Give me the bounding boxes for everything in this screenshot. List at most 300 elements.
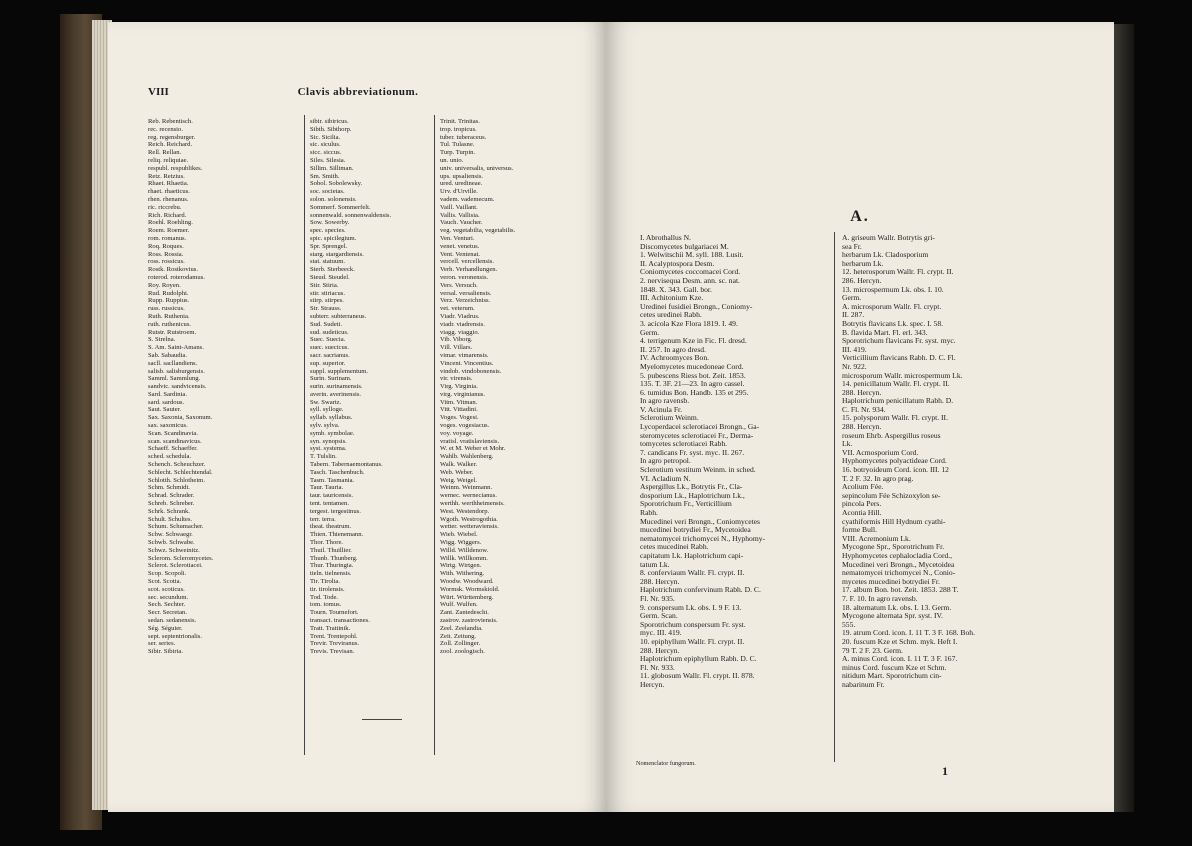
abbreviation-entry: theat. theatrum. [310, 523, 352, 531]
abbreviation-entry: Wgoth. Westrogothia. [440, 515, 498, 523]
taxon-entry: III. 419. [842, 344, 867, 354]
taxon-entry: III. Achitonium Kze. [640, 293, 704, 303]
abbreviation-entry: Tourn. Tournefort. [310, 609, 359, 617]
taxon-entry: forme Bull. [842, 525, 878, 535]
abbreviation-entry: Samml. Sammlung. [148, 375, 201, 383]
abbreviation-entry: Viadr. Viadrus. [440, 312, 480, 320]
abbreviation-entry: Ruth. Ruthenia. [148, 312, 190, 320]
taxon-entry: B. flavida Mart. Fl. erl. 343. [842, 327, 928, 337]
abbreviation-entry: Virg. Virginia. [440, 383, 478, 391]
taxon-entry: 17. album Bon. bot. Zeit. 1853. 288 T. [842, 585, 959, 595]
abbreviation-entry: Taur. Tauria. [310, 484, 344, 492]
taxon-entry: VII. Acmosporium Cord. [842, 447, 919, 457]
taxon-entry: IV. Achroomyces Bon. [640, 353, 710, 363]
taxon-entry: 14. penicillatum Wallr. Fl. crypt. II. [842, 379, 950, 389]
abbreviation-entry: Vallis. Vallisia. [440, 211, 480, 219]
abbreviation-entry: Suec. Suecia. [310, 336, 346, 344]
abbreviation-entry: averin. averinensis. [310, 390, 362, 398]
taxon-entry: 4. terrigenum Kze in Fic. Fl. dresd. [640, 336, 747, 346]
section-letter: A. [850, 208, 870, 225]
abbreviation-entry: surin. surinamensis. [310, 383, 363, 391]
abbreviation-entry: Schlecht. Schlechtendal. [148, 468, 213, 476]
abbreviation-entry: sacll. sacllandiens. [148, 359, 198, 367]
abbreviation-entry: wetter. wetteraviensis. [440, 523, 499, 531]
abbreviation-column-3 [440, 118, 570, 656]
abbreviation-entry: zastrov. zastroviensis. [440, 617, 498, 624]
abbreviation-entry: rec. recensio. [148, 125, 183, 133]
abbreviation-entry: Tod. Tode. [310, 593, 339, 601]
abbreviation-entry: sard. sardous. [148, 398, 185, 406]
abbreviation-entry: sicc. siccus. [310, 149, 342, 157]
taxon-entry: Acontia Hill. [842, 508, 882, 517]
abbreviation-entry: venet. venetus. [440, 242, 480, 250]
abbreviation-entry: Roq. Roques. [148, 242, 184, 250]
taxon-entry: Fl. Nr. 933. [640, 662, 675, 672]
abbreviation-entry: sud. sudeticus. [310, 328, 349, 336]
abbreviation-entry: ser. series. [148, 640, 176, 648]
abbreviation-entry: Ség. Séguier. [148, 624, 183, 632]
abbreviation-entry: Schult. Schultes. [148, 515, 193, 523]
abbreviation-entry: Tasm. Tasmania. [310, 476, 355, 484]
page-number: VIII [148, 86, 169, 98]
taxon-entry: 8. conferviaum Wallr. Fl. crypt. II. [640, 568, 745, 578]
abbreviation-entry: versal. versaliensis. [440, 289, 492, 297]
abbreviation-entry: ups. upsaliensis. [440, 172, 484, 180]
abbreviation-entry: viadr. viadrensis. [440, 320, 485, 328]
taxon-entry: pincola Pers. [842, 499, 882, 509]
taxon-entry: Verticillium flavicans Rabh. D. C. Fl. [842, 353, 956, 363]
abbreviation-entry: Rich. Richard. [148, 211, 187, 219]
abbreviation-entry: taur. tauricensis. [310, 492, 354, 500]
abbreviation-entry: tom. tomus. [310, 601, 342, 609]
taxon-entry: Acolium Fée. [842, 482, 884, 492]
abbreviation-entry: veron. veronensis. [440, 273, 489, 281]
abbreviation-entry: tent. tentamen. [310, 500, 349, 508]
abbreviation-entry: starg. stargardiensis. [310, 250, 364, 258]
abbreviation-entry: un. unio. [440, 156, 464, 164]
abbreviation-entry: Vent. Ventenat. [440, 250, 480, 258]
page-title: Clavis abbreviationum. [297, 86, 419, 98]
abbreviation-entry: Schreb. Schreber. [148, 500, 195, 508]
abbreviation-entry: subterr. subterraneus. [310, 312, 367, 320]
taxon-entry: Mucedinei veri Brongn., Coniomycetes [640, 516, 760, 526]
taxon-entry: nitidum Mart. Sporotrichum cin- [842, 671, 942, 681]
abbreviation-entry: Zeel. Zeelandia. [440, 624, 483, 632]
abbreviation-entry: Wormsk. Wormskiold. [440, 585, 500, 593]
taxon-entry: II. 287. [842, 310, 865, 320]
taxon-entry: tatum Lk. [640, 559, 670, 569]
abbreviation-entry: ruth. ruthenicus. [148, 320, 192, 328]
abbreviation-entry: Schrad. Schrader. [148, 492, 195, 500]
abbreviation-entry: syllab. syllabus. [310, 414, 353, 422]
abbreviation-entry: rhen. rhenanus. [148, 195, 189, 203]
abbreviation-entry: Wahlb. Wahlenberg. [440, 453, 494, 461]
taxon-entry: Coniomycetes coccomacei Cord. [640, 267, 741, 277]
taxon-entry: 15. polysporum Wallr. Fl. crypt. II. [842, 413, 948, 423]
abbreviation-entry: Stir. Stiria. [310, 281, 339, 289]
abbreviation-entry: Thien. Thienemann. [310, 531, 364, 539]
abbreviation-entry: Schw. Schwaegr. [148, 531, 193, 539]
abbreviation-entry: Willd. Willdenow. [440, 546, 489, 554]
taxon-entry: In agro petropol. [640, 456, 691, 466]
abbreviation-entry: Secr. Secretan. [148, 609, 187, 617]
abbreviation-entry: Rell. Rellan. [148, 149, 182, 157]
abbreviation-entry: sept. septentrionalis. [148, 632, 203, 640]
abbreviation-entry: sup. superior. [310, 359, 346, 367]
taxon-entry: Haplotrichum epiphyllum Rabh. D. C. [640, 654, 757, 664]
abbreviation-entry: stir. stiriacus. [310, 289, 345, 297]
abbreviation-entry: Roy. Royen. [148, 281, 181, 289]
abbreviation-entry: werthh. werthheimensis. [440, 500, 505, 508]
taxon-entry: VIII. Acremonium Lk. [842, 533, 911, 543]
abbreviation-entry: vercell. vercellensis. [440, 258, 495, 266]
taxon-entry: Hyphomycetes polyactideae Cord. [842, 456, 947, 466]
abbreviation-entry: sic. siculus. [310, 141, 341, 149]
abbreviation-entry: Vib. Viborg. [440, 336, 473, 344]
taxon-entry: Nr. 922. [842, 361, 867, 371]
abbreviation-entry: Schwz. Schweinitz. [148, 546, 200, 554]
abbreviation-entry: Wieb. Wiebel. [440, 531, 478, 539]
abbreviation-entry: Sommerf. Sommerfelt. [310, 203, 371, 211]
taxon-entry: A. minus Cord. icon. I. 11 T. 3 F. 167. [842, 654, 958, 664]
abbreviation-entry: W. et M. Weber et Mohr. [440, 445, 506, 453]
taxon-entry: Haplotrichum confervinum Rabh. D. C. [640, 585, 761, 595]
abbreviation-entry: Thunb. Thunberg. [310, 554, 358, 562]
taxon-entry: V. Acinula Fr. [640, 404, 683, 414]
abbreviation-entry: sedan. sedanensis. [148, 617, 197, 624]
abbreviation-entry: Zeit. Zeitung. [440, 632, 477, 640]
abbreviation-entry: Urv. d'Urville. [440, 188, 478, 196]
taxon-entry: 3. acicola Kze Flora 1819. I. 49. [640, 318, 738, 328]
taxon-entry: 18. alternatum Lk. obs. I. 13. Germ. [842, 602, 952, 612]
abbreviation-entry: Willk. Willkomm. [440, 554, 488, 562]
abbreviation-entry: Scot. Scotia. [148, 578, 182, 586]
taxon-entry: Sclerotium vestitum Weinm. in sched. [640, 465, 756, 475]
taxon-entry: 79 T. 2 F. 23. Germ. [842, 645, 903, 655]
abbreviation-entry: salisb. salisburgensis. [148, 367, 205, 375]
abbreviation-entry: vratisl. vratislaviensis. [440, 437, 500, 445]
taxon-entry: Discomycetes bulgariacei M. [640, 241, 729, 251]
abbreviation-entry: spec. species. [310, 227, 346, 235]
abbreviation-entry: Tratt. Trattinik. [310, 624, 351, 632]
abbreviation-entry: Sillim. Silliman. [310, 164, 354, 172]
taxon-entry: cyathiformis Hill Hydnum cyathi- [842, 516, 946, 526]
abbreviation-entry: Zant. Zantedeschi. [440, 609, 489, 617]
taxon-entry: 20. fuscum Kze et Schm. myk. Heft I. [842, 636, 958, 646]
abbreviation-entry: Thor. Thore. [310, 539, 344, 547]
abbreviation-entry: Vincent. Vincentius. [440, 359, 494, 367]
abbreviation-entry: Verh. Verhandlungen. [440, 266, 498, 274]
footnote: Nomenclator fungorum. [636, 760, 696, 767]
abbreviation-entry: terr. terra. [310, 515, 336, 523]
abbreviation-entry: Reich. Reichard. [148, 141, 193, 149]
genus-column-2 [842, 234, 1042, 689]
abbreviation-entry: Verz. Verzeichniss. [440, 297, 491, 305]
abbreviation-entry: solon. solonensis. [310, 195, 357, 203]
page-number: 1 [942, 764, 948, 778]
taxon-entry: Germ. [842, 293, 862, 303]
taxon-entry: Lycoperdacei sclerotiacei Brongn., Ga- [640, 422, 760, 432]
taxon-entry: tomycetes sclerotiacei Rabh. [640, 439, 728, 449]
abbreviation-entry: soc. societas. [310, 188, 345, 196]
taxon-entry: Sclerotium Weinm. [640, 413, 699, 423]
abbreviation-entry: Sud. Sudeti. [310, 320, 343, 328]
column-divider [834, 232, 835, 762]
column-divider [304, 115, 305, 755]
taxon-entry: herbarum Lk. [842, 258, 884, 268]
taxon-entry: 5. pubescens Riess bot. Zeit. 1853. [640, 370, 746, 380]
abbreviation-entry: veg. vegetabilia, vegetabilis. [440, 227, 516, 235]
abbreviation-entry: Str. Strauss. [310, 305, 342, 313]
abbreviation-entry: Vers. Versuch. [440, 281, 478, 289]
taxon-entry: 1. Welwitschii M. syll. 188. Lusit. [640, 250, 744, 260]
left-page [108, 22, 608, 812]
abbreviation-entry: T. Tulslin. [310, 453, 337, 461]
abbreviation-entry: Schaeff. Schaeffer. [148, 445, 198, 453]
abbreviation-entry: Roehl. Roehling. [148, 219, 193, 227]
abbreviation-entry: syn. synopsis. [310, 437, 347, 445]
abbreviation-entry: Siles. Silesia. [310, 156, 346, 164]
taxon-entry: I. Abrothallus N. [640, 234, 692, 242]
abbreviation-entry: Walk. Walker. [440, 461, 478, 469]
taxon-entry: sepincolum Fée Schizoxylon se- [842, 490, 941, 500]
taxon-entry: 6. tumidus Bon. Handb. 135 et 295. [640, 387, 749, 397]
abbreviation-entry: Sab. Sabaudia. [148, 351, 188, 359]
abbreviation-entry: Schench. Scheuchzer. [148, 461, 206, 469]
abbreviation-entry: Sax. Saxonia, Saxonum. [148, 414, 213, 422]
abbreviation-entry: tuber. tuberaceus. [440, 133, 487, 141]
taxon-entry: 288. Hercyn. [842, 387, 882, 397]
taxon-entry: minus Cord. fuscum Kze et Schm. [842, 662, 947, 672]
abbreviation-entry: respubl. respublikes. [148, 164, 203, 172]
right-page [606, 22, 1114, 812]
abbreviation-entry: symb. symbolae. [310, 429, 355, 437]
abbreviation-entry: Sech. Sechter. [148, 601, 186, 609]
taxon-entry: 288. Hercyn. [640, 645, 680, 655]
abbreviation-entry: stirp. stirpes. [310, 297, 344, 305]
abbreviation-entry: Vaill. Vaillant. [440, 203, 478, 211]
taxon-entry: Myelomycetes mucedoneae Cord. [640, 361, 744, 371]
taxon-entry: myc. III. 419. [640, 628, 682, 638]
taxon-entry: Germ. [640, 327, 660, 337]
taxon-entry: cetes uredinei Rabh. [640, 310, 702, 320]
abbreviation-entry: sylv. sylva. [310, 422, 340, 430]
abbreviation-entry: reliq. reliquiae. [148, 156, 189, 164]
abbreviation-entry: Surin. Surinam. [310, 375, 352, 383]
abbreviation-entry: Ross. Rossia. [148, 250, 184, 258]
taxon-entry: steromycetes sclerotiacei Fr., Derma- [640, 430, 754, 440]
abbreviation-entry: syll. sylloge. [310, 406, 344, 414]
taxon-entry: Haplotrichum penicillatum Rabh. D. [842, 396, 954, 406]
abbreviation-entry: univ. universalis, universus. [440, 164, 514, 172]
taxon-entry: Sporotrichum flavicans Fr. syst. myc. [842, 336, 956, 346]
abbreviation-entry: Woodw. Woodward. [440, 578, 494, 586]
taxon-entry: capitatum Lk. Haplotrichum capi- [640, 550, 744, 560]
abbreviation-entry: scot. scoticus. [148, 585, 185, 593]
abbreviation-entry: Weinm. Weinmann. [440, 484, 493, 492]
abbreviation-entry: Voges. Vogesi. [440, 414, 479, 422]
taxon-entry: 16. botryoideum Cord. icon. III. 12 [842, 465, 949, 475]
abbreviation-entry: vet. veterum. [440, 305, 475, 313]
abbreviation-column-2 [310, 118, 430, 656]
abbreviation-entry: Sow. Sowerby. [310, 219, 350, 227]
abbreviation-entry: Wirtg. Wirtgen. [440, 562, 482, 570]
abbreviation-entry: Retz. Retzius. [148, 172, 185, 180]
taxon-entry: Mucedinei veri Brongn., Mycetoidea [842, 559, 955, 569]
taxon-entry: Hyphomycetes cephalocladia Cord., [842, 550, 953, 560]
taxon-entry: A. microsporum Wallr. Fl. crypt. [842, 301, 942, 311]
abbreviation-entry: Sobol. Sobolewsky. [310, 180, 363, 188]
abbreviation-entry: reg. regensburger. [148, 133, 196, 141]
abbreviation-entry: zool. zoologisch. [440, 648, 485, 656]
abbreviation-entry: Sclerot. Sclerotiacei. [148, 562, 203, 570]
abbreviation-entry: vimar. vimarensis. [440, 351, 489, 359]
abbreviation-entry: voges. vogesiacus. [440, 422, 490, 430]
abbreviation-entry: rhaet. rhaeticus. [148, 188, 190, 196]
abbreviation-entry: Sw. Swartz. [310, 398, 342, 406]
abbreviation-entry: Roem. Roemer. [148, 227, 190, 235]
abbreviation-entry: sched. schedula. [148, 453, 192, 461]
abbreviation-entry: tieln. tielnensis. [310, 570, 352, 578]
taxon-entry: Sporotrichum conspersum Fr. syst. [640, 619, 746, 629]
abbreviation-entry: viagg. viaggio. [440, 328, 480, 336]
column-divider [434, 115, 435, 755]
taxon-entry: Botrytis flavicans Lk. spec. I. 58. [842, 318, 944, 328]
taxon-entry: C. Fl. Nr. 934. [842, 404, 886, 414]
taxon-entry: Mycogone alternata Spr. syst. IV. [842, 611, 943, 621]
abbreviation-entry: Sibth. Sibthorp. [310, 125, 352, 133]
abbreviation-entry: sec. secundum. [148, 593, 189, 601]
taxon-entry: roseum Ehrb. Aspergillus roseus [842, 430, 941, 440]
taxon-entry: nematomycei trichomycei N., Conio- [842, 568, 956, 578]
abbreviation-entry: Würt. Württemberg. [440, 593, 494, 601]
abbreviation-entry: scan. scandinavicus. [148, 437, 202, 445]
abbreviation-entry: Sterb. Sterbeeck. [310, 266, 355, 274]
taxon-entry: mucedinei botrydiei Fr., Mycetoidea [640, 525, 751, 535]
abbreviation-entry: sandvic. sandvicensis. [148, 383, 207, 391]
abbreviation-entry: spic. spicilegium. [310, 234, 357, 242]
taxon-entry: 2. nervisequa Desm. ann. sc. nat. [640, 275, 740, 285]
abbreviation-entry: Schwb. Schwabe. [148, 539, 195, 547]
abbreviation-entry: Rupp. Ruppius. [148, 297, 190, 305]
taxon-entry: nabarinum Fr. [842, 679, 885, 689]
abbreviation-entry: russ. russicus. [148, 305, 185, 313]
abbreviation-entry: vir. virensis. [440, 375, 473, 383]
abbreviation-entry: stat. statuum. [310, 258, 345, 266]
abbreviation-entry: Tasch. Taschenbuch. [310, 468, 365, 476]
taxon-entry: Aspergillus Lk., Botrytis Fr., Cla- [640, 482, 743, 492]
abbreviation-entry: Trevis. Trevisan. [310, 648, 355, 656]
taxon-entry: 288. Hercyn. [842, 422, 882, 432]
abbreviation-entry: Schlotth. Schlotheim. [148, 476, 205, 484]
abbreviation-entry: Scop. Scopoli. [148, 570, 187, 578]
taxon-entry: II. 257. In agro dresd. [640, 344, 707, 354]
abbreviation-entry: Wulf. Wulfen. [440, 601, 478, 609]
abbreviation-entry: ured. uredineae. [440, 180, 483, 188]
abbreviation-entry: With. Withering. [440, 570, 485, 578]
abbreviation-entry: Web. Weber. [440, 468, 474, 476]
taxon-entry: 11. globosum Wallr. Fl. crypt. II. 878. [640, 671, 755, 681]
taxon-entry: cetes mucedinei Rabh. [640, 542, 709, 552]
taxon-entry: 135. T. 3F. 21—23. In agro cassel. [640, 379, 745, 389]
taxon-entry: 13. microspermum Lk. obs. I. 10. [842, 284, 944, 294]
abbreviation-entry: Rud. Rudolphi. [148, 289, 189, 297]
taxon-entry: microsporum Wallr. microspermum Lk. [842, 370, 963, 380]
abbreviation-entry: West. Westendorp. [440, 507, 490, 515]
abbreviation-entry: suec. suecicus. [310, 344, 349, 352]
abbreviation-entry: S. Strelna. [148, 336, 176, 344]
taxon-entry: 7. F. 10. In agro ravensb. [842, 593, 918, 603]
taxon-entry: Uredinei fusidiei Brongn., Coniomy- [640, 301, 753, 311]
abbreviation-entry: sacr. sacrianus. [310, 351, 350, 359]
taxon-entry: mycetes mucedinei botrydiei Fr. [842, 576, 940, 586]
abbreviation-entry: Vitm. Vitman. [440, 398, 478, 406]
taxon-entry: Fl. Nr. 935. [640, 593, 675, 603]
taxon-entry: Rabh. [640, 508, 658, 517]
abbreviation-entry: Vauch. Vaucher. [440, 219, 483, 227]
abbreviation-entry: voy. voyage. [440, 429, 474, 437]
taxon-entry: nematomycei trichomycei N., Hyphomy- [640, 533, 766, 543]
abbreviation-entry: vadem. vademecum. [440, 195, 495, 203]
abbreviation-entry: transact. transactiones. [310, 617, 370, 624]
abbreviation-entry: Turp. Turpin. [440, 149, 476, 157]
abbreviation-entry: Sard. Sardinia. [148, 390, 188, 398]
abbreviation-entry: Steud. Steudel. [310, 273, 350, 281]
abbreviation-entry: Reb. Rebentisch. [148, 118, 193, 125]
tailpiece-ornament [362, 719, 402, 720]
abbreviation-entry: ric. riccrebu. [148, 203, 182, 211]
taxon-entry: 286. Hercyn. [842, 275, 882, 285]
abbreviation-entry: Scan. Scandinavia. [148, 429, 198, 437]
abbreviation-entry: Vitt. Vittadini. [440, 406, 478, 414]
taxon-entry: 10. epiphyllum Wallr. Fl. crypt. II. [640, 636, 745, 646]
abbreviation-entry: Schm. Schmidt. [148, 484, 190, 492]
abbreviation-entry: Zoll. Zollinger. [440, 640, 481, 648]
abbreviation-entry: sax. saxonicus. [148, 422, 188, 430]
abbreviation-entry: Sibir. Sibiria. [148, 648, 183, 656]
taxon-entry: 9. conspersum Lk. obs. I. 9 F. 13. [640, 602, 742, 612]
abbreviation-entry: Trent. Trentepohl. [310, 632, 358, 640]
taxon-entry: Hercyn. [640, 679, 665, 689]
taxon-entry: sea Fr. [842, 241, 862, 251]
abbreviation-entry: sonnenwald. sonnenwaldensis. [310, 211, 392, 219]
abbreviation-entry: Sic. Sicilia. [310, 133, 341, 141]
abbreviation-entry: Sm. Smith. [310, 172, 340, 180]
abbreviation-entry: Tir. Tirolia. [310, 578, 340, 586]
taxon-entry: 555. [842, 619, 856, 629]
abbreviation-entry: Trinit. Trinitas. [440, 118, 480, 125]
abbreviation-entry: ross. rossicus. [148, 258, 185, 266]
abbreviation-entry: Spr. Sprengel. [310, 242, 348, 250]
taxon-entry: Mycogone Spr., Sporotrichum Fr. [842, 542, 945, 552]
abbreviation-entry: syst. systema. [310, 445, 347, 453]
taxon-entry: 7. candicans Fr. syst. myc. II. 267. [640, 447, 745, 457]
abbreviation-entry: Rostk. Rostkovius. [148, 266, 199, 274]
abbreviation-entry: vindob. vindobonensis. [440, 367, 502, 375]
taxon-entry: T. 2 F. 32. In agro prag. [842, 473, 914, 483]
taxon-entry: VI. Acladium N. [640, 473, 691, 483]
abbreviation-entry: Sclerom. Scleromycetes. [148, 554, 214, 562]
abbreviation-entry: suppl. supplementum. [310, 367, 369, 375]
taxon-entry: herbarum Lk. Cladosporium [842, 250, 929, 260]
abbreviation-entry: wernec. wernecianus. [440, 492, 497, 500]
abbreviation-entry: virg. virginianus. [440, 390, 485, 398]
abbreviation-entry: Weig. Weigel. [440, 476, 478, 484]
abbreviation-entry: Rhaet. Rhaetia. [148, 180, 189, 188]
right-book-edge [1114, 24, 1134, 812]
abbreviation-entry: Tul. Tulasne. [440, 141, 475, 149]
abbreviation-entry: roterod. roterodamus. [148, 273, 205, 281]
